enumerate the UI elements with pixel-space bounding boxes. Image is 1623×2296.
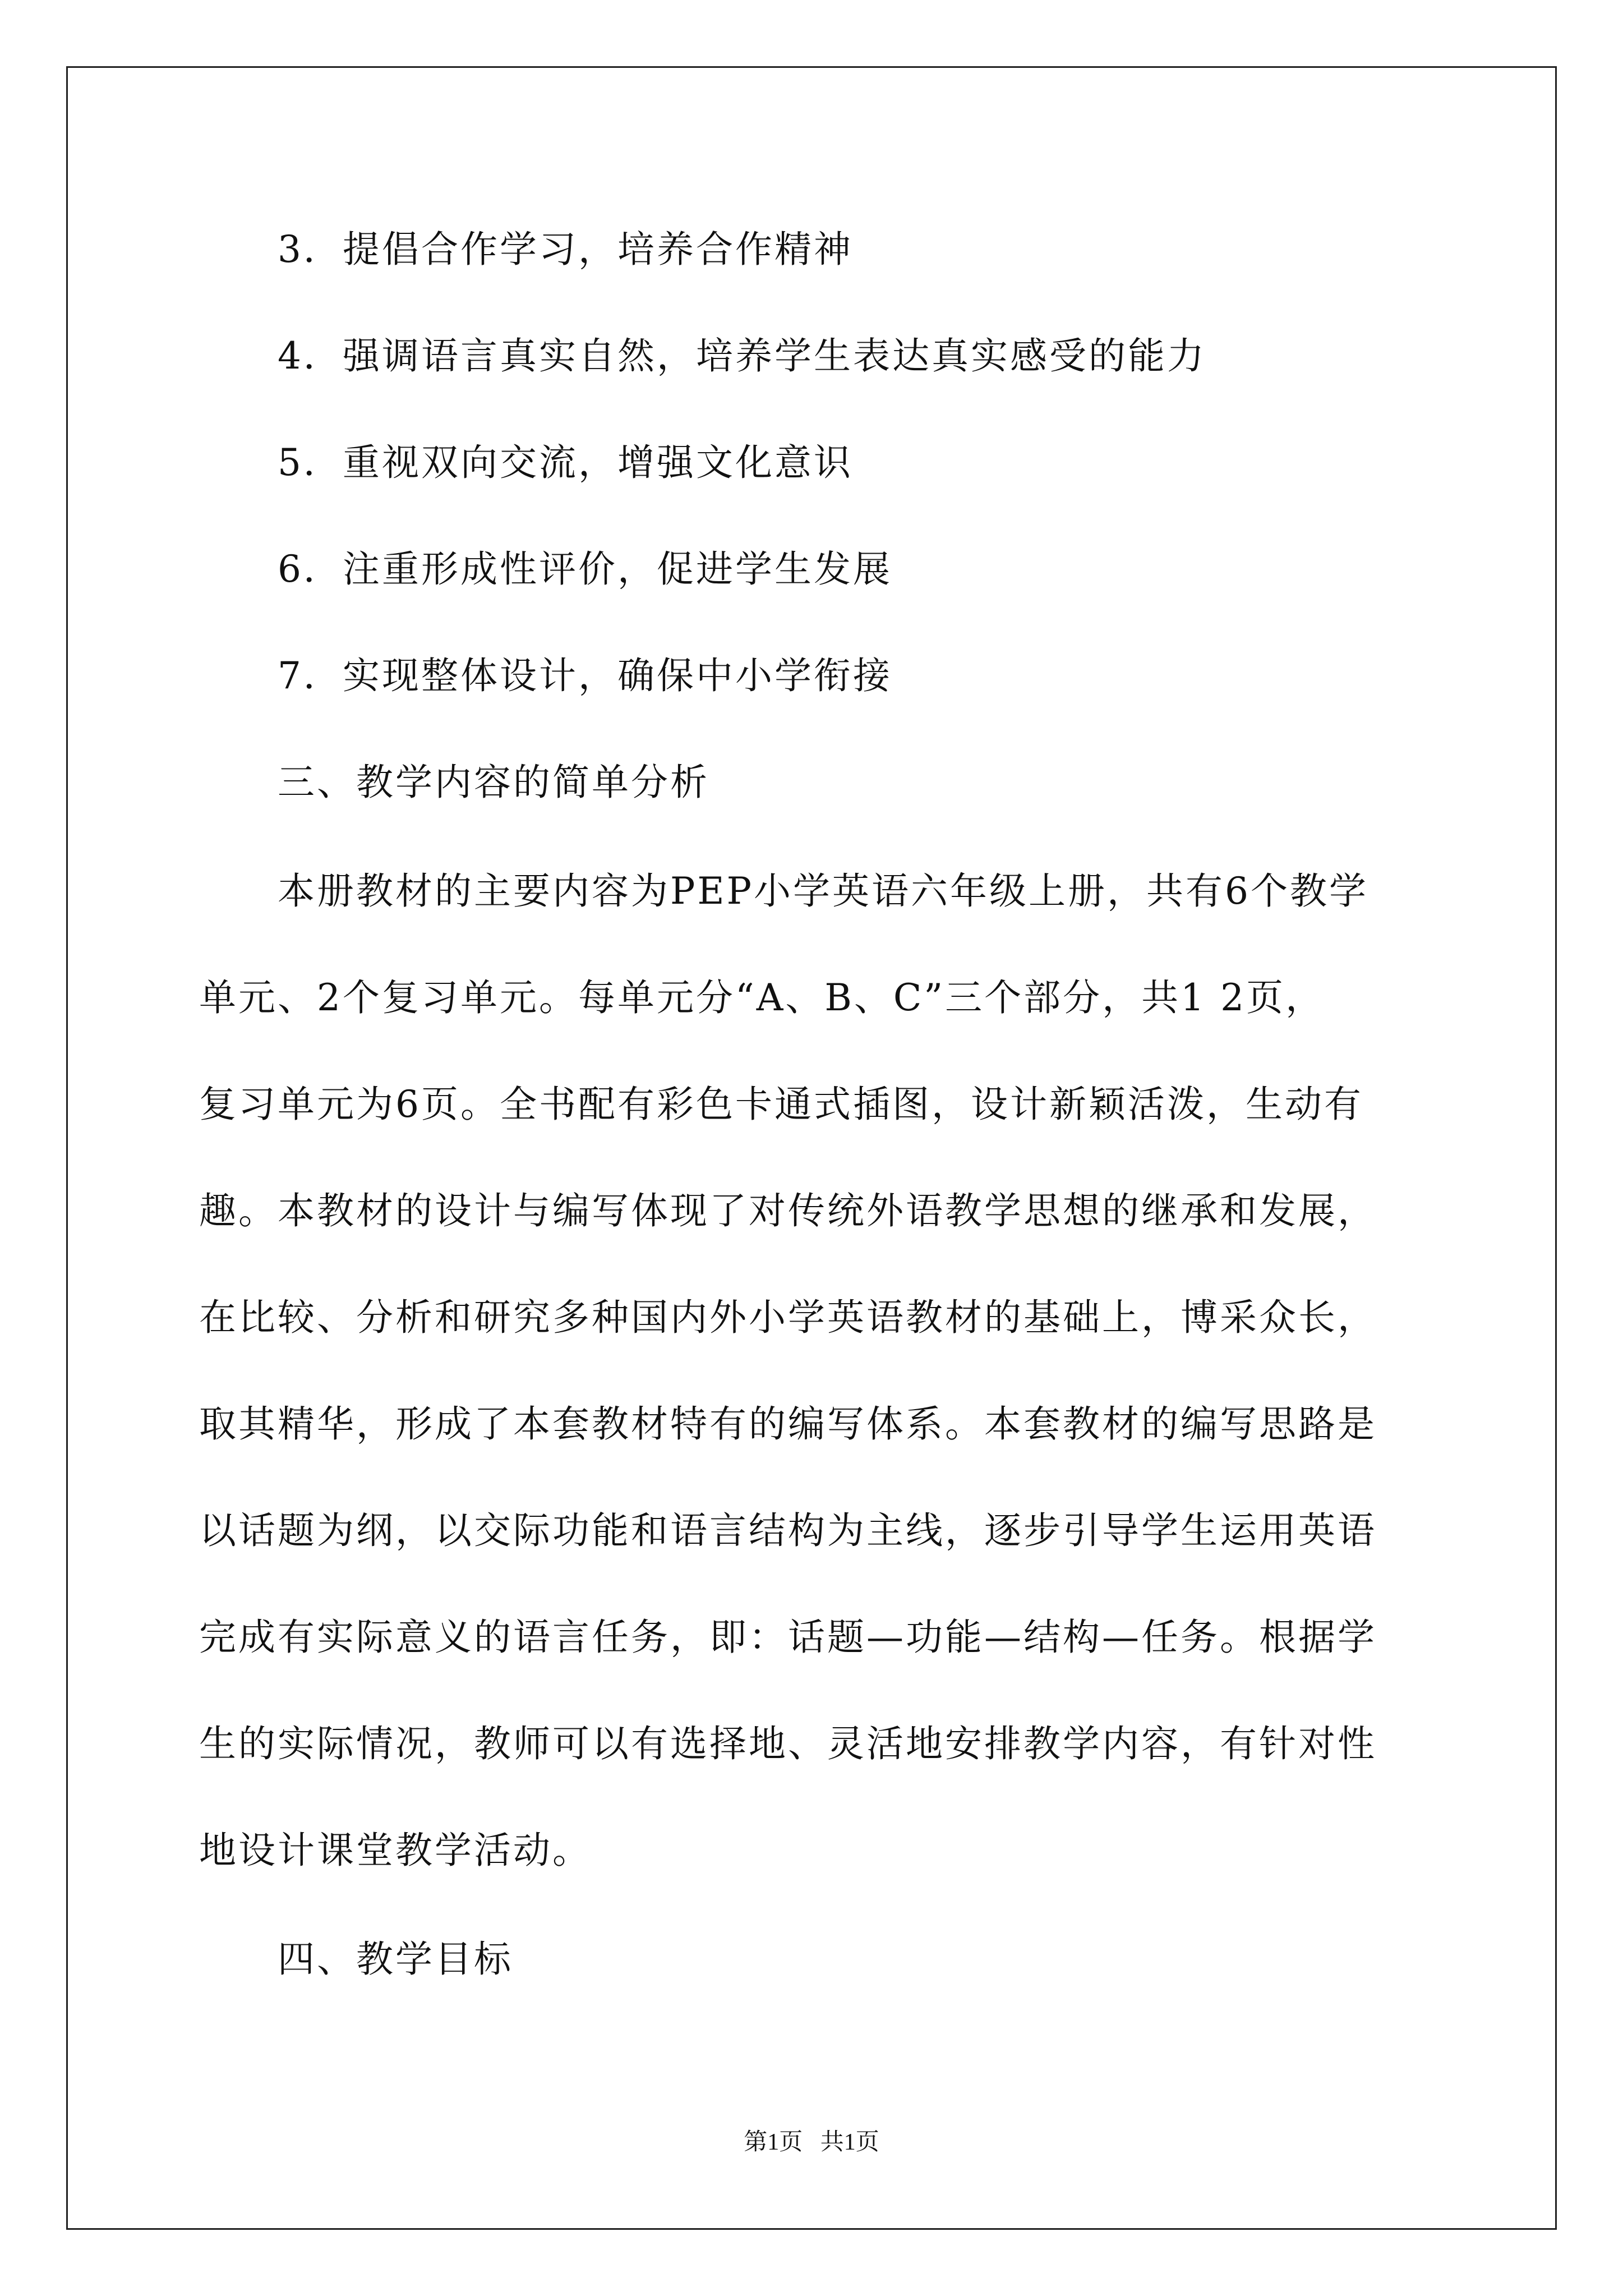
paragraph-line: 趣。本教材的设计与编写体现了对传统外语教学思想的继承和发展， — [199, 1189, 1377, 1232]
paragraph-line: 以话题为纲，以交际功能和语言结构为主线，逐步引导学生运用英语 — [199, 1509, 1377, 1552]
paragraph-line: 本册教材的主要内容为PEP小学英语六年级上册，共有6个教学 — [278, 869, 1368, 913]
paragraph-line: 完成有实际意义的语言任务，即：话题—功能—结构—任务。根据学 — [199, 1616, 1377, 1659]
list-item-6: 6．注重形成性评价，促进学生发展 — [278, 547, 892, 591]
page-footer: 第1页 共1页 — [744, 2129, 879, 2155]
page-border — [66, 66, 1557, 2230]
list-item-5: 5．重视双向交流，增强文化意识 — [278, 441, 853, 484]
list-item-4: 4．强调语言真实自然，培养学生表达真实感受的能力 — [278, 334, 1206, 378]
list-item-7: 7．实现整体设计，确保中小学衔接 — [278, 654, 892, 697]
section-three-heading: 三、教学内容的简单分析 — [278, 761, 709, 804]
paragraph-line: 在比较、分析和研究多种国内外小学英语教材的基础上，博采众长， — [199, 1296, 1377, 1339]
paragraph-line: 单元、2个复习单元。每单元分“A、B、C”三个部分，共1 2页， — [199, 976, 1325, 1019]
paragraph-line: 复习单元为6页。全书配有彩色卡通式插图，设计新颖活泼，生动有 — [199, 1083, 1363, 1126]
section-four-heading: 四、教学目标 — [278, 1938, 513, 1981]
paragraph-line: 取其精华，形成了本套教材特有的编写体系。本套教材的编写思路是 — [199, 1402, 1377, 1446]
paragraph-line: 地设计课堂教学活动。 — [199, 1829, 592, 1872]
paragraph-line: 生的实际情况，教师可以有选择地、灵活地安排教学内容，有针对性 — [199, 1722, 1377, 1765]
list-item-3: 3．提倡合作学习，培养合作精神 — [278, 228, 853, 271]
